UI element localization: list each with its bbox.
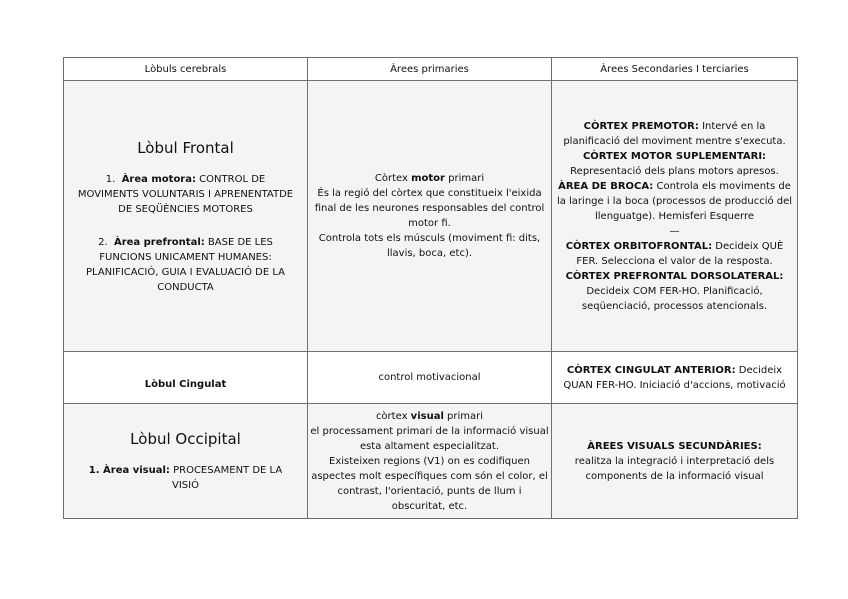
primary-post: primari [443,410,484,422]
table-row-occipital [64,404,798,519]
secondary-line [554,149,795,164]
secondary-line [554,239,795,269]
primary-line: Controla tots els músculs (moviment fi: dits, llavis, boca, etc). [318,233,541,259]
secondary-bold: CÒRTEX CINGULAT ANTERIOR: [566,364,736,376]
secondary-line [554,224,795,239]
secondary-text: Controla els moviments de la laringe i la boca (processos de producció del llenguatge). Hemisferi Esquerre [556,180,793,222]
primary-bold: motor [411,173,445,184]
frontal-item-prefrontal [66,235,305,295]
secondary-line [554,269,795,314]
occipital-item-visual [66,463,305,493]
secondary-bold: CÒRTEX PREMOTOR: [583,120,699,132]
brain-lobes-table [63,57,798,519]
primary-bold: visual [410,410,444,422]
secondary-text: Representació dels plans motors apresos. [570,165,779,177]
primary-heading [310,171,549,186]
secondary-text: Decideix QUÈ FER. Selecciona el valor de la resposta. [576,240,784,267]
item-number: 2. [98,236,108,248]
primary-heading [310,409,549,424]
cell-occipital-primary [308,404,552,519]
secondary-bold: ÀREES VISUALS SECUNDÀRIES: [587,440,762,452]
item-text: PROCESAMENT DE LA VISIÓ [169,465,283,491]
primary-line: Existeixen regions (V1) on es codifiquen aspectes molt específiques com són el color, el contrast, l'orientació, punts de llum i obscuritat, etc. [311,455,548,512]
secondary-text: realitza la integració i interpretació dels components de la informació visual [574,455,775,482]
item-label: Àrea motora: [121,173,196,185]
cell-frontal-secondary [552,81,798,352]
secondary-bold: CÒRTEX PREFRONTAL DORSOLATERAL: [565,270,784,282]
header-cell-primary: Àrees primaries [308,58,552,81]
item-label: 1. Àrea visual: [88,465,170,476]
cingulat-lobe-title: Lòbul Cingulat [144,379,227,390]
secondary-line [554,119,795,149]
cell-cingulat-lobe [64,352,308,404]
secondary-line [554,179,795,224]
frontal-item-motor [66,172,305,217]
item-label: Àrea prefrontal: [113,236,205,248]
secondary-text: Decideix COM FER-HO. Planificació, seqüenciació, processos atencionals. [581,285,768,312]
primary-line: el processament primari de la informació visual esta altament especialitzat. [310,425,549,452]
primary-line: És la regió del còrtex que constitueix l'eixida final de les neurones responsables del control motor fi. [314,188,545,229]
secondary-text: — [669,225,680,237]
cell-occipital-lobe [64,404,308,519]
primary-pre: còrtex [375,410,411,422]
header-cell-secondary: Àrees Secondaries I terciaries [552,58,798,81]
frontal-lobe-title: Lòbul Frontal [137,138,234,157]
item-text: CONTROL DE MOVIMENTS VOLUNTARIS I APRENENTATDE DE SEQÜÈNCIES MOTORES [77,173,294,215]
header-cell-lobes: Lòbuls cerebrals [64,58,308,81]
secondary-bold: CÒRTEX ORBITOFRONTAL: [565,240,713,252]
table-row-cingulat [64,352,798,404]
cell-frontal-lobe [64,81,308,352]
primary-post: primari [444,173,485,184]
secondary-bold: ÀREA DE BROCA: [558,180,654,192]
item-number: 1. [105,173,116,185]
item-text: BASE DE LES FUNCIONS UNICAMENT HUMANES: PLANIFICACIÓ, GUIA I EVALUACIÓ DE LA CONDUCTA [85,236,285,293]
cell-occipital-secondary [552,404,798,519]
occipital-lobe-title: Lòbul Occipital [130,430,241,448]
table-row-frontal [64,81,798,352]
cell-cingulat-secondary [552,352,798,404]
secondary-bold: CÒRTEX MOTOR SUPLEMENTARI: [582,150,767,162]
secondary-text: Decideix QUAN FER-HO. Iniciació d'accions, motivació [563,364,786,391]
primary-pre: Còrtex [374,173,412,184]
cell-cingulat-primary: control motivacional [308,352,552,404]
secondary-text: Intervé en la planificació del moviment mentre s'executa. [563,120,786,147]
secondary-line [554,164,795,179]
table-header-row [64,58,798,81]
cell-frontal-primary [308,81,552,352]
